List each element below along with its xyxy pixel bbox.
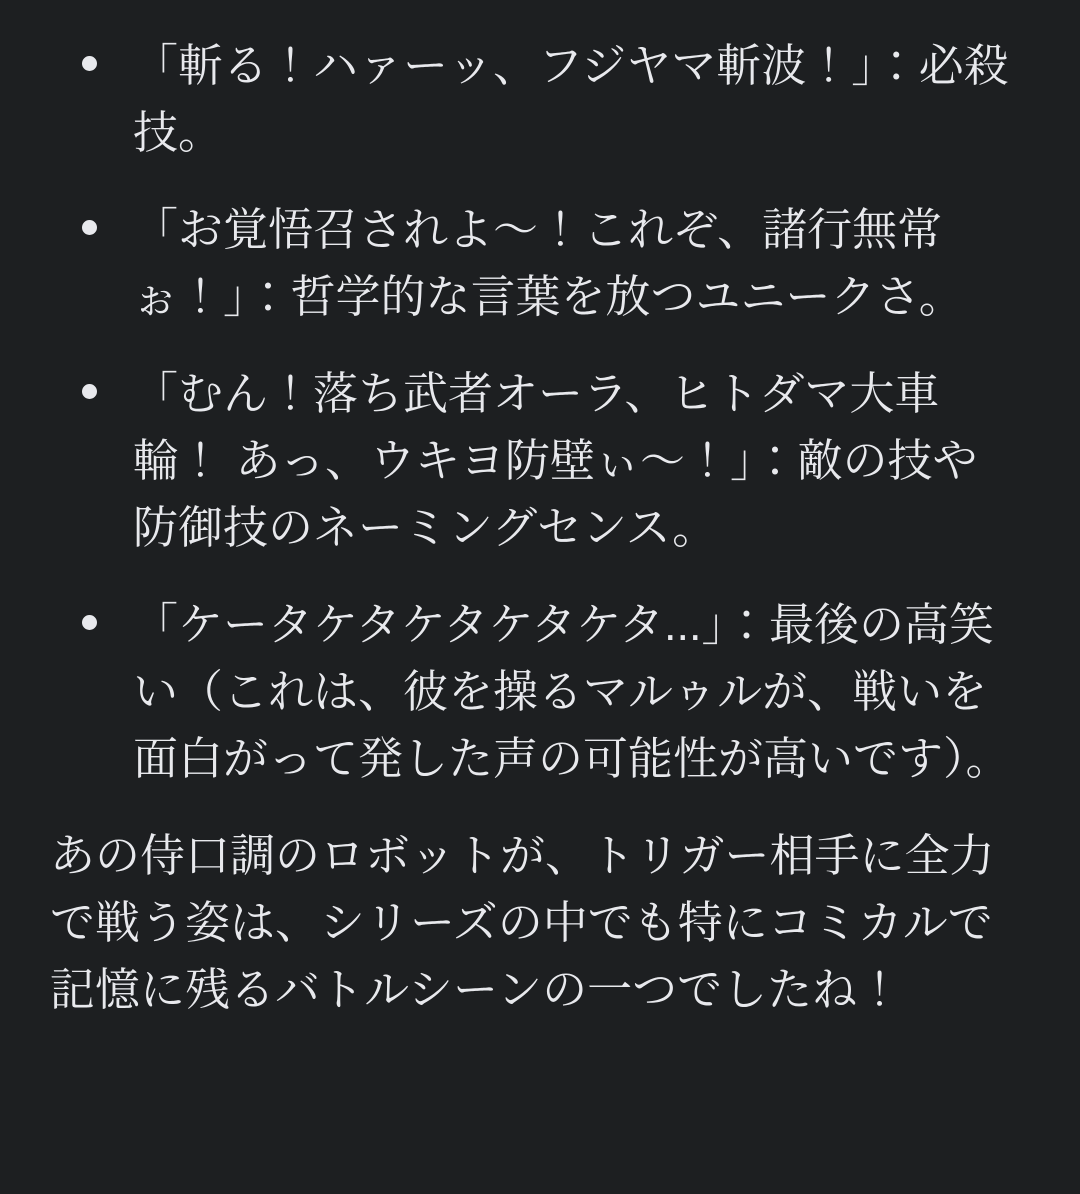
bullet-item-text: 「斬る！ハァーッ、フジヤマ斬波！」：必殺技。 [133, 40, 1009, 158]
bullet-item-text: 「お覚悟召されよ〜！これぞ、諸行無常ぉ！」：哲学的な言葉を放つユニークさ。 [133, 204, 964, 322]
bullet-item [50, 32, 1013, 166]
bullet-item [50, 360, 1013, 561]
bullet-item-text: 「ケータケタケタケタケタ...」：最後の高笑い（これは、彼を操るマルゥルが、戦いを面白がって発した声の可能性が高いです）。 [133, 599, 1011, 784]
quote-bullet-list [50, 32, 1013, 792]
closing-paragraph: あの侍口調のロボットが、トリガー相手に全力で戦う姿は、シリーズの中でも特にコミカルで記憶に残るバトルシーンの一つでしたね！ [50, 830, 995, 1015]
bullet-item-text: 「むん！落ち武者オーラ、ヒトダマ大車輪！ あっ、ウキヨ防壁ぃ〜！」：敵の技や防御技のネーミングセンス。 [133, 368, 978, 553]
bullet-item [50, 591, 1013, 792]
bullet-item [50, 196, 1013, 330]
